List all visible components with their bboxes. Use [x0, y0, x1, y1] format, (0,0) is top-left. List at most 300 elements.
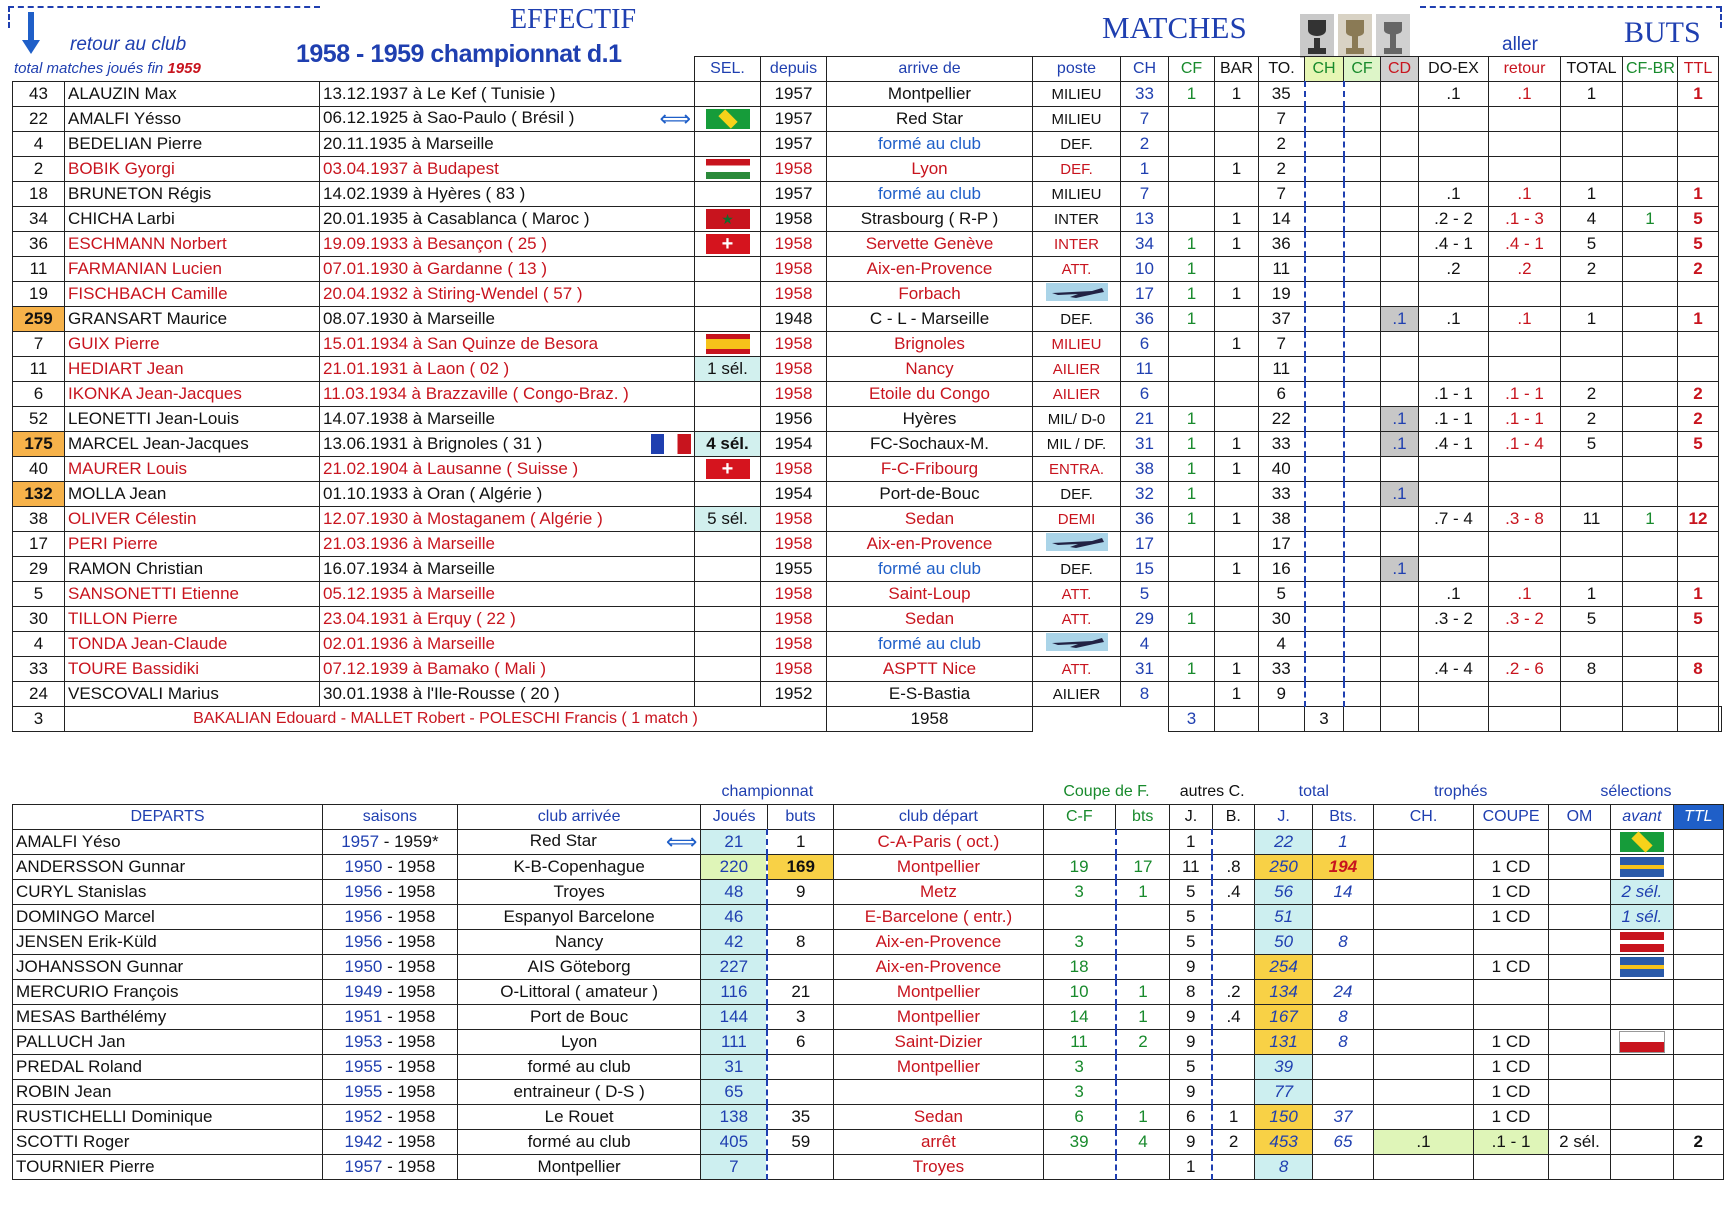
- depart-row[interactable]: [13, 1130, 1724, 1155]
- player-cfbr: [1623, 582, 1678, 607]
- player-trophy-cd: [1381, 332, 1419, 357]
- player-birth: [320, 432, 695, 457]
- depart-name[interactable]: SCOTTI Roger: [13, 1130, 323, 1155]
- player-since: 1958: [761, 232, 827, 257]
- player-row[interactable]: [13, 82, 1722, 107]
- depart-name[interactable]: MESAS Barthélémy: [13, 1005, 323, 1030]
- player-since: 1952: [761, 682, 827, 707]
- player-ch: 6: [1121, 382, 1169, 407]
- depart-row[interactable]: [13, 930, 1724, 955]
- swiss-flag-icon: +: [706, 234, 750, 254]
- depart-avant: [1611, 1055, 1673, 1080]
- player-selections: [695, 382, 761, 407]
- depart-joues: 21: [701, 830, 767, 855]
- player-bar: [1215, 482, 1259, 507]
- transfer-arrow-icon: ⟺: [659, 106, 691, 131]
- player-name[interactable]: CHICHA Larbi: [65, 207, 320, 232]
- player-since: 1958: [761, 157, 827, 182]
- player-doex: .1: [1419, 82, 1489, 107]
- depart-seasons: 1950 - 1958: [322, 855, 457, 880]
- player-total-goals: 4: [1561, 207, 1623, 232]
- player-row[interactable]: [13, 607, 1722, 632]
- player-total-goals: 2: [1561, 407, 1623, 432]
- player-name[interactable]: IKONKA Jean-Jacques: [65, 382, 320, 407]
- depart-cf: [1043, 830, 1115, 855]
- depart-ttl: [1673, 830, 1723, 855]
- player-ttl: 2: [1678, 257, 1719, 282]
- depart-coupe: 1 CD: [1474, 1055, 1548, 1080]
- player-from: Aix-en-Provence: [827, 257, 1033, 282]
- player-total-goals: 5: [1561, 232, 1623, 257]
- player-bar: [1215, 407, 1259, 432]
- col-buts[interactable]: buts: [767, 805, 833, 830]
- player-since: 1957: [761, 107, 827, 132]
- depart-seasons: 1955 - 1958: [322, 1080, 457, 1105]
- player-from: Servette Genève: [827, 232, 1033, 257]
- col-b[interactable]: B.: [1212, 805, 1254, 830]
- col-cf[interactable]: C-F: [1043, 805, 1115, 830]
- depart-name[interactable]: TOURNIER Pierre: [13, 1155, 323, 1180]
- player-name[interactable]: HEDIART Jean: [65, 357, 320, 382]
- col-trophy-ch[interactable]: CH: [1305, 57, 1344, 82]
- player-row[interactable]: [13, 257, 1722, 282]
- player-row[interactable]: [13, 407, 1722, 432]
- player-bar: 1: [1215, 232, 1259, 257]
- depart-cf: 6: [1043, 1105, 1115, 1130]
- player-total-goals: 11: [1561, 507, 1623, 532]
- player-trophy-cd: [1381, 232, 1419, 257]
- player-row[interactable]: [13, 382, 1722, 407]
- player-retour: [1489, 157, 1561, 182]
- depart-row[interactable]: [13, 855, 1724, 880]
- player-total-goals: 2: [1561, 257, 1623, 282]
- player-trophy-cf: [1344, 307, 1381, 332]
- player-row[interactable]: [13, 457, 1722, 482]
- player-row[interactable]: [13, 532, 1722, 557]
- col-trophy-cf[interactable]: CF: [1344, 57, 1381, 82]
- player-to: 17: [1259, 532, 1305, 557]
- player-trophy-cf: [1344, 582, 1381, 607]
- player-since: 1958: [761, 657, 827, 682]
- player-name[interactable]: VESCOVALI Marius: [65, 682, 320, 707]
- player-position: MILIEU: [1033, 82, 1121, 107]
- col-bar[interactable]: BAR: [1215, 57, 1259, 82]
- player-cfbr: [1623, 482, 1678, 507]
- player-row[interactable]: [13, 482, 1722, 507]
- player-from: Strasbourg ( R-P ): [827, 207, 1033, 232]
- depart-coupe: 1 CD: [1474, 905, 1548, 930]
- player-trophy-ch: [1305, 82, 1344, 107]
- depart-flag: [1611, 855, 1673, 880]
- trophy-icon-cf: [1338, 14, 1372, 58]
- transfer-arrow-icon: ⟺: [665, 829, 698, 854]
- swiss-flag-icon: +: [706, 459, 750, 479]
- player-ch: 31: [1121, 432, 1169, 457]
- depart-name[interactable]: DOMINGO Marcel: [13, 905, 323, 930]
- player-name[interactable]: PERI Pierre: [65, 532, 320, 557]
- player-retour: .1: [1489, 582, 1561, 607]
- col-poste[interactable]: poste: [1033, 57, 1121, 82]
- player-name[interactable]: GUIX Pierre: [65, 332, 320, 357]
- player-bar: [1215, 382, 1259, 407]
- player-position: MILIEU: [1033, 107, 1121, 132]
- depart-coupe: [1474, 1005, 1548, 1030]
- col-j[interactable]: J.: [1170, 805, 1212, 830]
- player-trophy-cd: [1381, 532, 1419, 557]
- depart-trophy-ch: [1373, 830, 1474, 855]
- player-since: 1957: [761, 132, 827, 157]
- depart-autres-b: [1212, 955, 1254, 980]
- player-retour: .1: [1489, 82, 1561, 107]
- col-om[interactable]: OM: [1548, 805, 1610, 830]
- player-doex: [1419, 357, 1489, 382]
- player-row[interactable]: [13, 632, 1722, 657]
- player-row[interactable]: [13, 332, 1722, 357]
- player-to: 33: [1259, 657, 1305, 682]
- depart-name[interactable]: PREDAL Roland: [13, 1055, 323, 1080]
- player-since: 1954: [761, 432, 827, 457]
- depart-name[interactable]: AMALFI Yéso: [13, 830, 323, 855]
- depart-season-start: 1950: [344, 957, 383, 976]
- depart-name[interactable]: JENSEN Erik-Küld: [13, 930, 323, 955]
- col-trophy-ch[interactable]: CH.: [1373, 805, 1474, 830]
- player-since: 1958: [761, 357, 827, 382]
- col-arrive[interactable]: arrive de: [827, 57, 1033, 82]
- player-trophy-ch: [1305, 557, 1344, 582]
- player-cf: [1169, 207, 1215, 232]
- player-bar: 1: [1215, 282, 1259, 307]
- col-total-j[interactable]: J.: [1254, 805, 1312, 830]
- col-doex[interactable]: DO-EX: [1419, 57, 1489, 82]
- player-retour: .1 - 4: [1489, 432, 1561, 457]
- player-doex: [1419, 332, 1489, 357]
- player-from: Hyères: [827, 407, 1033, 432]
- col-to[interactable]: TO.: [1259, 57, 1305, 82]
- player-name[interactable]: AMALFI Yésso: [65, 107, 320, 132]
- player-row[interactable]: [13, 282, 1722, 307]
- player-name[interactable]: FISCHBACH Camille: [65, 282, 320, 307]
- depart-total-bts: 37: [1313, 1105, 1373, 1130]
- player-row[interactable]: [13, 307, 1722, 332]
- player-row[interactable]: [13, 507, 1722, 532]
- player-row[interactable]: [13, 157, 1722, 182]
- player-matches-total: 6: [13, 382, 65, 407]
- depart-seasons: 1951 - 1958: [322, 1005, 457, 1030]
- depart-trophy-ch: [1373, 1030, 1474, 1055]
- depart-ttl: [1673, 930, 1723, 955]
- player-trophy-ch: [1305, 182, 1344, 207]
- player-name[interactable]: ESCHMANN Norbert: [65, 232, 320, 257]
- player-row[interactable]: [13, 657, 1722, 682]
- player-trophy-ch: [1305, 657, 1344, 682]
- player-row[interactable]: [13, 557, 1722, 582]
- depart-om: [1548, 1105, 1610, 1130]
- plane-icon: [1046, 283, 1108, 301]
- col-retour[interactable]: retour: [1489, 57, 1561, 82]
- player-retour: [1489, 357, 1561, 382]
- player-trophy-ch: [1305, 432, 1344, 457]
- player-retour: .3 - 2: [1489, 607, 1561, 632]
- depart-coupe: [1474, 1155, 1548, 1180]
- depart-club-depart: Metz: [834, 880, 1043, 905]
- depart-ttl: [1673, 1005, 1723, 1030]
- depart-row[interactable]: [13, 1155, 1724, 1180]
- depart-row[interactable]: [13, 1080, 1724, 1105]
- depart-name[interactable]: MERCURIO François: [13, 980, 323, 1005]
- depart-trophy-ch: [1373, 855, 1474, 880]
- player-bar: [1215, 532, 1259, 557]
- player-position: ENTRA.: [1033, 457, 1121, 482]
- player-row[interactable]: [13, 232, 1722, 257]
- player-matches-total: 175: [13, 432, 65, 457]
- player-ch: 31: [1121, 657, 1169, 682]
- player-bar: [1215, 607, 1259, 632]
- player-birth-text: 13.12.1937 à Le Kef ( Tunisie ): [323, 84, 556, 103]
- player-birth: [320, 632, 695, 657]
- col-total-bts[interactable]: Bts.: [1313, 805, 1373, 830]
- player-name[interactable]: TONDA Jean-Claude: [65, 632, 320, 657]
- depart-name[interactable]: JOHANSSON Gunnar: [13, 955, 323, 980]
- player-name[interactable]: MAURER Louis: [65, 457, 320, 482]
- player-cfbr: [1623, 682, 1678, 707]
- depart-club-arrivee: [457, 1055, 701, 1080]
- matches-title: MATCHES: [1102, 10, 1247, 45]
- plane-icon: [1046, 533, 1108, 551]
- player-name[interactable]: TILLON Pierre: [65, 607, 320, 632]
- player-bar: 1: [1215, 82, 1259, 107]
- col-total[interactable]: TOTAL: [1561, 57, 1623, 82]
- player-to: 11: [1259, 257, 1305, 282]
- col-departs[interactable]: DEPARTS: [13, 805, 323, 830]
- depart-row[interactable]: [13, 880, 1724, 905]
- depart-total-j: 51: [1254, 905, 1312, 930]
- player-doex: .4 - 1: [1419, 232, 1489, 257]
- player-bar: [1215, 357, 1259, 382]
- player-trophy-cf: [1344, 82, 1381, 107]
- depart-club-arrivee: [457, 880, 701, 905]
- player-ttl: [1678, 557, 1719, 582]
- player-doex: .3 - 2: [1419, 607, 1489, 632]
- player-bar: 1: [1215, 507, 1259, 532]
- player-birth: [320, 407, 695, 432]
- player-trophy-cd: [1381, 357, 1419, 382]
- player-cfbr: [1623, 532, 1678, 557]
- depart-avant: [1611, 1155, 1673, 1180]
- depart-cf-buts: [1116, 830, 1170, 855]
- player-selections: 1 sél.: [695, 357, 761, 382]
- player-from: Lyon: [827, 157, 1033, 182]
- player-doex: .2 - 2: [1419, 207, 1489, 232]
- player-birth-text: 20.11.1935 à Marseille: [323, 134, 494, 153]
- depart-seasons: 1956 - 1958: [322, 930, 457, 955]
- depart-name[interactable]: RUSTICHELLI Dominique: [13, 1105, 323, 1130]
- depart-joues: 7: [701, 1155, 767, 1180]
- depart-autres-j: 1: [1170, 1155, 1212, 1180]
- player-trophy-ch: [1305, 607, 1344, 632]
- player-name[interactable]: OLIVER Célestin: [65, 507, 320, 532]
- player-name[interactable]: TOURE Bassidiki: [65, 657, 320, 682]
- player-ttl: [1678, 107, 1719, 132]
- player-name[interactable]: BEDELIAN Pierre: [65, 132, 320, 157]
- player-birth: [320, 257, 695, 282]
- depart-club-arrivee-text: Montpellier: [537, 1157, 621, 1176]
- depart-flag: [1611, 830, 1673, 855]
- col-cfbr[interactable]: CF-BR: [1623, 57, 1678, 82]
- player-trophy-cd: [1381, 682, 1419, 707]
- depart-total-bts: 194: [1313, 855, 1373, 880]
- player-row[interactable]: [13, 132, 1722, 157]
- depart-club-depart: Aix-en-Provence: [834, 955, 1043, 980]
- depart-om: [1548, 1005, 1610, 1030]
- depart-row[interactable]: [13, 1005, 1724, 1030]
- col-avant[interactable]: avant: [1611, 805, 1673, 830]
- player-ttl: 12: [1678, 507, 1719, 532]
- player-name[interactable]: BOBIK Gyorgi: [65, 157, 320, 182]
- extra-names: BAKALIAN Edouard - MALLET Robert - POLESCHI Francis ( 1 match ): [65, 707, 827, 732]
- depart-row[interactable]: [13, 1030, 1724, 1055]
- col-club-arrivee[interactable]: club arrivée: [457, 805, 701, 830]
- player-row[interactable]: [13, 682, 1722, 707]
- col-cf[interactable]: CF: [1169, 57, 1215, 82]
- col-saisons[interactable]: saisons: [322, 805, 457, 830]
- player-birth: [320, 557, 695, 582]
- player-to: 5: [1259, 582, 1305, 607]
- player-name[interactable]: GRANSART Maurice: [65, 307, 320, 332]
- player-birth: [320, 657, 695, 682]
- depart-name[interactable]: CURYL Stanislas: [13, 880, 323, 905]
- col-depuis[interactable]: depuis: [761, 57, 827, 82]
- depart-buts: 9: [767, 880, 833, 905]
- player-position: AILIER: [1033, 682, 1121, 707]
- player-position: DEF.: [1033, 132, 1121, 157]
- depart-coupe: [1474, 980, 1548, 1005]
- player-since: 1956: [761, 407, 827, 432]
- player-cf: 1: [1169, 482, 1215, 507]
- group-championnat: championnat: [721, 783, 814, 800]
- player-birth-text: 06.12.1925 à Sao-Paulo ( Brésil ): [323, 108, 575, 127]
- depart-row[interactable]: [13, 1055, 1724, 1080]
- player-flag: [695, 157, 761, 182]
- col-ch[interactable]: CH: [1121, 57, 1169, 82]
- depart-cf: 18: [1043, 955, 1115, 980]
- player-ch: 13: [1121, 207, 1169, 232]
- player-name[interactable]: SANSONETTI Etienne: [65, 582, 320, 607]
- depart-row[interactable]: [13, 905, 1724, 930]
- depart-row[interactable]: [13, 1105, 1724, 1130]
- player-row[interactable]: [13, 357, 1722, 382]
- player-doex: [1419, 157, 1489, 182]
- player-trophy-ch: [1305, 307, 1344, 332]
- depart-row[interactable]: [13, 830, 1724, 855]
- depart-cf: [1043, 905, 1115, 930]
- player-name[interactable]: MOLLA Jean: [65, 482, 320, 507]
- player-birth-text: 15.01.1934 à San Quinze de Besora: [323, 334, 599, 353]
- player-cf: [1169, 107, 1215, 132]
- player-row[interactable]: [13, 182, 1722, 207]
- player-cfbr: [1623, 307, 1678, 332]
- depart-name[interactable]: ROBIN Jean: [13, 1080, 323, 1105]
- player-cfbr: [1623, 132, 1678, 157]
- player-matches-total: 22: [13, 107, 65, 132]
- player-cf: [1169, 132, 1215, 157]
- player-trophy-cf: [1344, 557, 1381, 582]
- depart-row[interactable]: [13, 955, 1724, 980]
- player-name[interactable]: FARMANIAN Lucien: [65, 257, 320, 282]
- depart-seasons: 1952 - 1958: [322, 1105, 457, 1130]
- extra-since: 1958: [827, 707, 1033, 732]
- depart-club-arrivee-text: Nancy: [555, 932, 604, 951]
- player-birth: [320, 82, 695, 107]
- player-birth-text: 21.02.1904 à Lausanne ( Suisse ): [323, 459, 579, 478]
- player-name[interactable]: MARCEL Jean-Jacques: [65, 432, 320, 457]
- player-name[interactable]: LEONETTI Jean-Louis: [65, 407, 320, 432]
- player-name[interactable]: RAMON Christian: [65, 557, 320, 582]
- back-label[interactable]: retour au club: [70, 34, 187, 55]
- depart-seasons: 1942 - 1958: [322, 1130, 457, 1155]
- col-ttl[interactable]: TTL: [1673, 805, 1723, 830]
- col-club-depart[interactable]: club départ: [834, 805, 1043, 830]
- player-birth-text: 12.07.1930 à Mostaganem ( Algérie ): [323, 509, 603, 528]
- depart-season-end: 1958: [397, 1082, 436, 1101]
- player-from: Saint-Loup: [827, 582, 1033, 607]
- player-since: 1955: [761, 557, 827, 582]
- depart-name[interactable]: PALLUCH Jan: [13, 1030, 323, 1055]
- col-ttl[interactable]: TTL: [1678, 57, 1719, 82]
- player-retour: [1489, 457, 1561, 482]
- player-cf: 1: [1169, 307, 1215, 332]
- col-trophy-cd[interactable]: CD: [1381, 57, 1419, 82]
- depart-seasons: 1955 - 1958: [322, 1055, 457, 1080]
- depart-autres-b: [1212, 1080, 1254, 1105]
- sweden-flag-icon: [1620, 857, 1664, 877]
- depart-cf-buts: 1: [1116, 880, 1170, 905]
- col-coupe[interactable]: COUPE: [1474, 805, 1548, 830]
- player-retour: .1: [1489, 307, 1561, 332]
- player-row[interactable]: [13, 207, 1722, 232]
- player-matches-total: 38: [13, 507, 65, 532]
- player-from: formé au club: [827, 132, 1033, 157]
- player-row[interactable]: [13, 582, 1722, 607]
- player-to: 9: [1259, 682, 1305, 707]
- depart-row[interactable]: [13, 980, 1724, 1005]
- depart-autres-b: .4: [1212, 880, 1254, 905]
- player-position: AILIER: [1033, 382, 1121, 407]
- depart-avant: [1611, 1080, 1673, 1105]
- player-row[interactable]: [13, 432, 1722, 457]
- player-birth: [320, 682, 695, 707]
- player-selections: [695, 632, 761, 657]
- player-birth: [320, 182, 695, 207]
- player-position: ATT.: [1033, 257, 1121, 282]
- col-bts[interactable]: bts: [1116, 805, 1170, 830]
- depart-autres-j: 9: [1170, 1030, 1212, 1055]
- depart-om: [1548, 830, 1610, 855]
- player-total-goals: [1561, 357, 1623, 382]
- col-joues[interactable]: Joués: [701, 805, 767, 830]
- player-trophy-cf: [1344, 157, 1381, 182]
- depart-name[interactable]: ANDERSSON Gunnar: [13, 855, 323, 880]
- player-row[interactable]: [13, 107, 1722, 132]
- player-birth: [320, 157, 695, 182]
- col-sel[interactable]: SEL.: [695, 57, 761, 82]
- player-name[interactable]: BRUNETON Régis: [65, 182, 320, 207]
- depart-total-bts: 14: [1313, 880, 1373, 905]
- depart-cf: 3: [1043, 1055, 1115, 1080]
- depart-season-end: 1958: [397, 1032, 436, 1051]
- depart-season-end: 1958: [397, 1132, 436, 1151]
- player-name[interactable]: ALAUZIN Max: [65, 82, 320, 107]
- depart-cf-buts: [1116, 1055, 1170, 1080]
